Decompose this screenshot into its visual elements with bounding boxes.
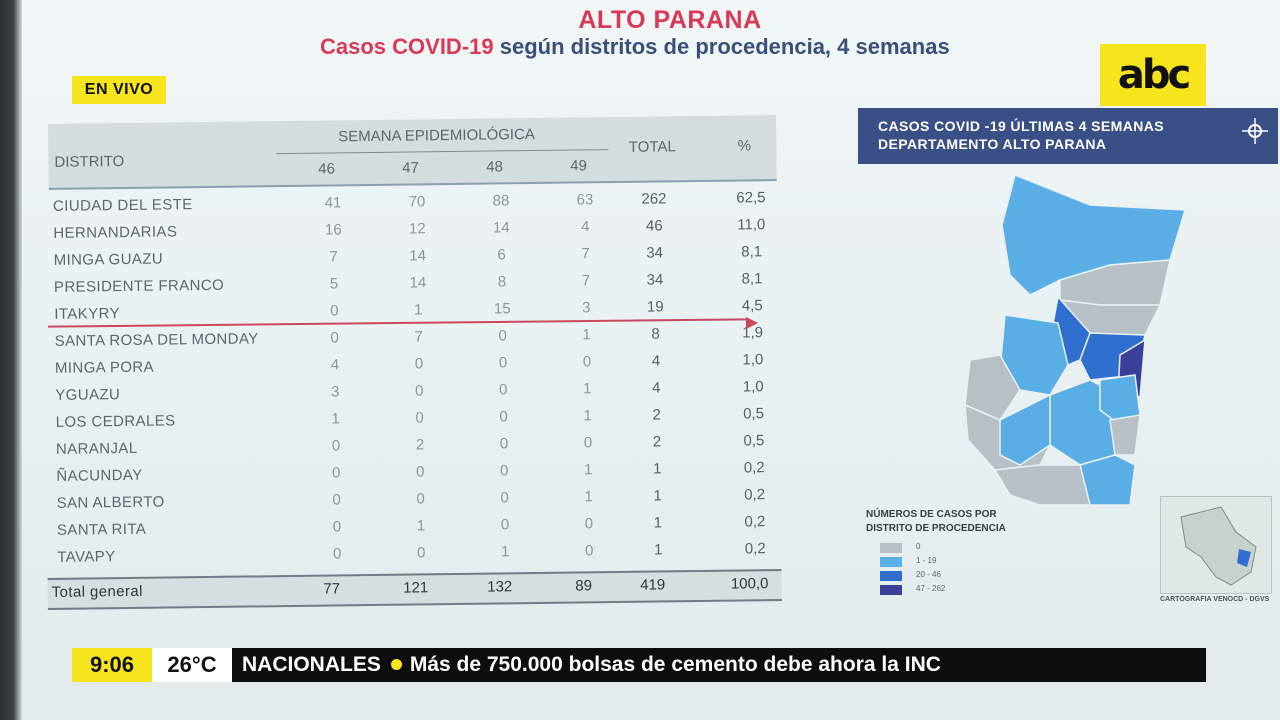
district-name: LOS CEDRALES	[55, 412, 176, 431]
week-value: 0	[415, 409, 424, 427]
district-percent: 8,1	[741, 270, 763, 288]
district-total: 4	[651, 352, 661, 370]
district-percent: 0,2	[743, 459, 765, 477]
semana-divider	[276, 149, 608, 154]
week-value: 1	[331, 410, 340, 428]
district-map	[940, 165, 1200, 515]
week-value: 1	[416, 517, 426, 535]
map-header-line2: DEPARTAMENTO ALTO PARANA	[878, 136, 1107, 152]
total-label: Total general	[51, 582, 143, 601]
week-value: 0	[330, 329, 339, 347]
week-value: 7	[581, 272, 591, 290]
district-total: 4	[651, 379, 661, 397]
week-value: 0	[584, 542, 594, 560]
inset-map-shape	[1161, 497, 1271, 593]
bullet-icon	[391, 659, 402, 670]
week-value: 0	[500, 489, 509, 507]
col-week-46: 46	[318, 160, 336, 178]
week-value: 0	[582, 353, 592, 371]
subtitle-rest: según distritos de procedencia, 4 semanas	[493, 34, 950, 59]
district-total: 1	[653, 514, 663, 532]
district-total: 1	[653, 541, 663, 559]
week-value: 0	[416, 544, 426, 562]
district-percent: 0,2	[744, 486, 766, 504]
legend-title-line1: NÚMEROS DE CASOS POR	[866, 509, 997, 520]
week-value: 14	[492, 219, 510, 237]
week-value: 4	[330, 356, 340, 374]
week-value: 0	[584, 515, 594, 533]
week-value: 0	[416, 463, 425, 481]
total-week-47: 121	[403, 579, 429, 597]
district-name: MINGA PORA	[54, 358, 155, 377]
week-value: 8	[497, 273, 507, 291]
district-total: 34	[646, 244, 664, 262]
week-value: 1	[583, 380, 592, 398]
week-value: 7	[329, 248, 338, 266]
district-percent: 11,0	[737, 216, 766, 234]
col-week-48: 48	[486, 158, 504, 176]
abc-logo-text: abc	[1117, 52, 1189, 98]
ticker-section: NACIONALES	[242, 653, 381, 676]
district-total: 2	[652, 433, 662, 451]
week-value: 0	[332, 464, 341, 482]
week-value: 2	[415, 436, 425, 454]
week-value: 0	[416, 490, 425, 508]
week-value: 63	[576, 191, 594, 209]
week-value: 16	[324, 221, 342, 239]
district-name: YGUAZU	[55, 386, 121, 404]
slide-subtitle	[320, 34, 1080, 60]
ticker-headline: Más de 750.000 bolsas de cemento debe ahora la INC	[409, 653, 941, 676]
abc-logo	[1100, 44, 1206, 106]
week-value: 0	[330, 302, 339, 320]
cases-table	[42, 115, 788, 612]
week-value: 6	[497, 246, 506, 264]
monitor-bezel	[0, 0, 22, 720]
week-value: 1	[414, 301, 423, 319]
district-percent: 8,1	[741, 243, 763, 261]
district-name: NARANJAL	[55, 439, 138, 458]
week-value: 12	[408, 220, 426, 238]
week-value: 0	[498, 327, 507, 345]
total-percent: 100,0	[730, 575, 769, 593]
table-total-row	[48, 569, 782, 610]
week-value: 3	[582, 299, 591, 317]
col-semana-group: SEMANA EPIDEMIOLÓGICA	[338, 125, 535, 146]
week-value: 88	[492, 192, 510, 210]
district-percent: 0,2	[744, 513, 766, 531]
week-value: 0	[499, 462, 509, 480]
legend-label: 47 - 262	[916, 584, 946, 593]
district-percent: 0,5	[743, 432, 765, 450]
district-name: SAN ALBERTO	[56, 493, 165, 512]
district-name: PRESIDENTE FRANCO	[53, 276, 225, 296]
total-total: 419	[640, 576, 666, 594]
week-value: 0	[414, 355, 424, 373]
slide-title: ALTO PARANA	[578, 6, 762, 34]
compass-icon	[1240, 116, 1270, 146]
district-percent: 1,0	[742, 378, 764, 396]
week-value: 1	[583, 461, 593, 479]
district-total: 262	[641, 190, 667, 208]
legend-label: 20 - 46	[916, 570, 941, 579]
district-total: 46	[645, 217, 663, 235]
district-percent: 1,0	[742, 351, 764, 369]
subtitle-highlight: Casos COVID-19	[320, 34, 494, 59]
week-value: 7	[581, 245, 590, 263]
col-week-47: 47	[402, 159, 420, 177]
map-district-dmi	[1110, 415, 1140, 455]
week-value: 3	[331, 383, 340, 401]
week-value: 0	[500, 516, 510, 534]
week-value: 1	[583, 407, 592, 425]
map-district-south	[995, 465, 1090, 505]
district-percent: 0,2	[744, 540, 766, 558]
legend-label: 0	[916, 542, 921, 551]
district-total: 8	[651, 325, 660, 343]
week-value: 0	[332, 491, 341, 509]
district-percent: 4,5	[741, 297, 763, 315]
district-name: HERNANDARIAS	[53, 223, 178, 242]
week-value: 0	[332, 518, 342, 536]
week-value: 41	[324, 194, 342, 212]
legend-swatch	[880, 571, 902, 581]
table-header	[48, 115, 777, 190]
week-value: 0	[332, 545, 342, 563]
pointer-arrow-head	[746, 317, 758, 329]
legend-title-line2: DISTRITO DE PROCEDENCIA	[866, 523, 1006, 534]
week-value: 0	[498, 354, 508, 372]
district-name: TAVAPY	[57, 548, 116, 566]
week-value: 14	[409, 274, 427, 292]
legend-swatch	[880, 557, 902, 567]
week-value: 0	[331, 437, 341, 455]
week-value: 5	[329, 275, 339, 293]
district-total: 2	[652, 406, 661, 424]
ticker-time: 9:06	[72, 648, 152, 682]
district-name: MINGA GUAZU	[53, 250, 164, 269]
district-total: 19	[646, 298, 664, 316]
total-week-48: 132	[487, 578, 513, 596]
total-week-46: 77	[323, 580, 341, 598]
total-week-49: 89	[575, 577, 593, 595]
district-name: ITAKYRY	[54, 305, 121, 323]
district-name: SANTA RITA	[56, 520, 147, 539]
district-percent: 1,9	[742, 324, 764, 342]
week-value: 0	[415, 382, 424, 400]
district-percent: 0,5	[743, 405, 765, 423]
legend-label: 1 - 19	[916, 556, 937, 565]
ticker-temperature: 26°C	[152, 648, 232, 682]
week-value: 0	[499, 381, 508, 399]
week-value: 1	[582, 326, 591, 344]
col-distrito: DISTRITO	[54, 152, 125, 171]
ticker-bar	[232, 648, 1206, 682]
inset-caption: CARTOGRAFIA VENOCD - DGVS	[1160, 596, 1270, 603]
week-value: 15	[493, 300, 511, 318]
district-total: 1	[652, 460, 662, 478]
paraguay-inset-map	[1160, 496, 1272, 594]
week-value: 14	[409, 247, 427, 265]
district-total: 34	[646, 271, 664, 289]
week-value: 0	[499, 435, 509, 453]
week-value: 7	[414, 328, 423, 346]
live-badge: EN VIVO	[72, 76, 166, 104]
col-week-49: 49	[570, 157, 587, 175]
district-percent: 62,5	[736, 189, 766, 207]
district-total: 1	[653, 487, 662, 505]
col-total: TOTAL	[628, 138, 676, 156]
legend-title	[866, 508, 1006, 536]
legend-swatch	[880, 585, 902, 595]
week-value: 1	[500, 543, 510, 561]
week-value: 1	[584, 488, 593, 506]
week-value: 0	[499, 408, 508, 426]
week-value: 0	[583, 434, 593, 452]
week-value: 4	[581, 218, 590, 236]
week-value: 70	[408, 193, 426, 211]
district-name: ÑACUNDAY	[56, 466, 143, 485]
map-header-line1: CASOS COVID -19 ÚLTIMAS 4 SEMANAS	[878, 118, 1164, 134]
map-header	[858, 108, 1278, 164]
col-percent: %	[737, 137, 752, 155]
district-name: CIUDAD DEL ESTE	[52, 196, 193, 215]
district-name: SANTA ROSA DEL MONDAY	[54, 330, 259, 350]
legend-swatch	[880, 543, 902, 553]
